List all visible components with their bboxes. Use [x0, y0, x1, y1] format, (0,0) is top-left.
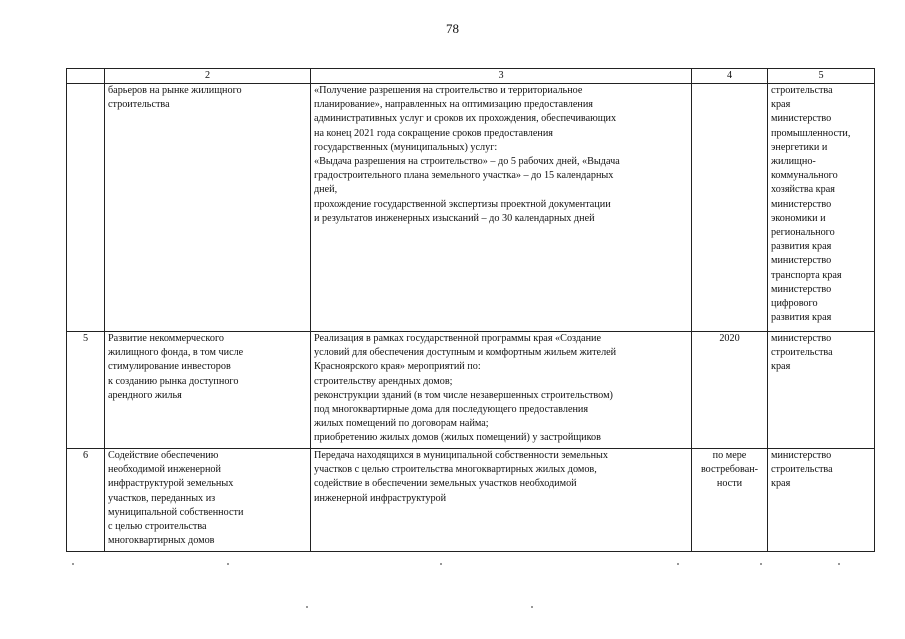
responsible-line: министерство	[771, 113, 832, 125]
measure-description-line: и результатов инженерных изысканий – до 30 календарных дней	[314, 212, 595, 224]
table-header-row	[67, 69, 875, 84]
measure-name-line: Содействие обеспечению	[108, 450, 219, 461]
measure-description-line: жилых помещений по договорам найма;	[314, 418, 489, 430]
measure-description-line: Реализация в рамках государственной программы края «Создание	[314, 333, 602, 344]
measure-description-line: приобретению жилых домов (жилых помещений) у застройщиков	[314, 432, 601, 444]
measure-description-line: реконструкции зданий (в том числе незавершенных строительством)	[314, 389, 613, 401]
measure-description-cell	[311, 332, 692, 449]
measure-name-cell	[105, 332, 311, 449]
column-header-4: 4	[692, 69, 768, 84]
deadline-line: ности	[716, 478, 743, 490]
measure-name-line: многоквартирных домов	[108, 535, 215, 547]
column-header-5: 5	[768, 69, 875, 84]
measure-name-line: с целью строительства	[108, 521, 207, 533]
responsible-line: транспорта края	[771, 269, 842, 281]
measure-description-line: участков с целью строительства многоквартирных жилых домов,	[314, 464, 597, 476]
scan-speck	[838, 563, 840, 565]
column-header-num	[67, 69, 105, 84]
table-row	[67, 84, 875, 332]
responsible-line: жилищно-	[771, 156, 816, 168]
measure-description-line: административных услуг и сроков их прохождения, обеспечивающих	[314, 113, 617, 125]
responsible-line: коммунального	[771, 170, 838, 182]
measure-description-line: Передача находящихся в муниципальной собственности земельных	[314, 450, 608, 461]
measure-description-line: инженерной инфраструктурой	[314, 492, 447, 504]
responsible-line: края	[771, 478, 791, 490]
measure-description-line: Красноярского края» мероприятий по:	[314, 361, 481, 373]
scan-speck	[760, 563, 762, 565]
responsible-line: строительства	[771, 347, 833, 359]
scan-speck	[677, 563, 679, 565]
measure-description-cell	[311, 449, 692, 552]
deadline-cell	[692, 84, 768, 332]
table-row	[67, 332, 875, 449]
measure-description-line: на конец 2021 года сокращение сроков предоставления	[314, 127, 553, 139]
measure-name-line: необходимой инженерной	[108, 464, 221, 476]
responsible-line: регионального	[771, 227, 835, 239]
responsible-line: министерство	[771, 198, 832, 210]
measure-description-line: государственных (муниципальных) услуг:	[314, 141, 498, 153]
measure-name-line: муниципальной собственности	[108, 506, 244, 518]
responsible-line: энергетики и	[771, 141, 828, 153]
measure-description-line: «Выдача разрешения на строительство» – до 5 рабочих дней, «Выдача	[314, 156, 620, 168]
deadline-cell	[692, 449, 768, 552]
measures-table	[66, 68, 875, 552]
measure-description-line: прохождение государственной экспертизы проектной документации	[314, 198, 611, 210]
responsible-line: строительства	[771, 464, 833, 476]
responsible-line: министерство	[771, 333, 832, 344]
scan-speck	[531, 606, 533, 608]
measure-name-line: жилищного фонда, в том числе	[108, 347, 244, 359]
measure-description-line: дней,	[314, 184, 338, 196]
row-number: 5	[67, 332, 105, 449]
table-row	[67, 449, 875, 552]
responsible-cell	[768, 449, 875, 552]
deadline-line: по мере	[712, 450, 747, 461]
responsible-line: развития края	[771, 241, 832, 253]
measure-name-line: участков, переданных из	[108, 492, 216, 504]
deadline-line: востребован-	[700, 464, 759, 476]
responsible-line: экономики и	[771, 212, 826, 224]
column-header-2: 2	[105, 69, 311, 84]
responsible-line: министерство	[771, 450, 832, 461]
measure-name-line: Развитие некоммерческого	[108, 333, 224, 344]
measure-description-line: «Получение разрешения на строительство и территориальное	[314, 85, 583, 96]
deadline-cell	[692, 332, 768, 449]
measure-description-line: строительству арендных домов;	[314, 375, 453, 387]
deadline-line: 2020	[719, 333, 740, 344]
responsible-line: хозяйства края	[771, 184, 835, 196]
scan-speck	[72, 563, 74, 565]
measure-description-line: условий для обеспечения доступным и комфортным жильем жителей	[314, 347, 617, 359]
measure-description-line: под многоквартирные дома для последующего предоставления	[314, 404, 589, 416]
responsible-line: развития края	[771, 312, 832, 324]
responsible-cell	[768, 84, 875, 332]
responsible-line: министерство	[771, 283, 832, 295]
measure-description-cell	[311, 84, 692, 332]
scan-speck	[440, 563, 442, 565]
responsible-line: края	[771, 361, 791, 373]
column-header-3: 3	[311, 69, 692, 84]
measure-name-line: арендного жилья	[108, 389, 182, 401]
responsible-cell	[768, 332, 875, 449]
row-number: 6	[67, 449, 105, 552]
scan-speck	[227, 563, 229, 565]
measure-description-line: градостроительного плана земельного участка» – до 15 календарных	[314, 170, 614, 182]
responsible-line: строительства	[771, 85, 833, 96]
row-number	[67, 84, 105, 332]
measure-name-cell	[105, 449, 311, 552]
measure-name-cell	[105, 84, 311, 332]
measure-name-line: инфраструктурой земельных	[108, 478, 234, 490]
scan-speck	[306, 606, 308, 608]
measure-description-line: содействие в обеспечении земельных участков необходимой	[314, 478, 577, 490]
responsible-line: министерство	[771, 255, 832, 267]
responsible-line: края	[771, 99, 791, 111]
measure-name-line: барьеров на рынке жилищного	[108, 85, 242, 96]
measure-name-line: строительства	[108, 99, 170, 111]
measure-description-line: планирование», направленных на оптимизацию предоставления	[314, 99, 593, 111]
page-number: 78	[446, 21, 459, 36]
responsible-line: цифрового	[771, 298, 818, 310]
measure-name-line: стимулирование инвесторов	[108, 361, 231, 373]
responsible-line: промышленности,	[771, 127, 851, 139]
measure-name-line: к созданию рынка доступного	[108, 375, 239, 387]
